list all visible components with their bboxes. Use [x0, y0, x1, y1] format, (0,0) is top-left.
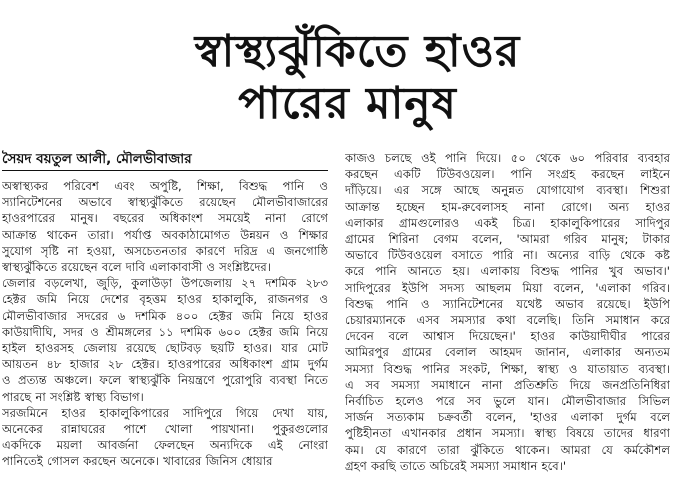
article-line: চেয়ারম্যানকে এসব সমস্যার কথা বলেছি। তিনি সমাধান করে [345, 313, 670, 328]
article-line: আয়তন ৪৮ হাজার ২৮ হেক্টর। হাওরপারের অধিকাংশ গ্রাম দুর্গম [2, 357, 328, 372]
article-line: আক্রান্ত থাকেন তারা। পর্যাপ্ত অবকাঠামোগত উন্নয়ন ও শিক্ষার [2, 227, 328, 242]
article-line: করে পানি আনতে হয়। এলাকায় বিশুদ্ধ পানির খুব অভাব।' [345, 264, 670, 279]
headline-line-1: স্বাস্থ্যঝুঁকিতে হাওর [194, 26, 521, 77]
article-line: নির্বাচিত হলেও পরে সব ভুলে যান। মৌলভীবাজার সিভিল [345, 394, 670, 409]
article-line: পুষ্টিহীনতা এখানকার প্রধান সমস্যা। স্বাস্থ্য বিষয়ে তাদের ধারণা [345, 426, 670, 441]
article-line: এ সব সমস্যা সমাধানে নানা প্রতিশ্রুতি দিয়ে জনপ্রতিনিধিরা [345, 377, 670, 392]
article-line: সমস্যা বিশুদ্ধ পানির সংকট, শিক্ষা, স্বাস্থ্য ও যাতায়াত ব্যবস্থা। [345, 361, 670, 376]
article-line: এলাকার গ্রামগুলোরও একই চিত্র। হাকালুকিপারের সাদিপুর [345, 215, 670, 230]
article-line: কম। যে কারণে তারা ঝুঁকিতে থাকেন। আমরা যে কর্মকৌশল [345, 442, 670, 457]
article-line: একদিকে ময়লা আবর্জনা ফেলছেন অন্যদিকে এই নোংরা [2, 438, 328, 453]
article-line: হাওরপারের মানুষ। বছরের অধিকাংশ সময়েই নানা রোগে [2, 211, 328, 226]
article-line: সরজমিনে হাওর হাকালুকিপারের সাদিপুরে গিয়ে দেখা যায়, [2, 405, 328, 420]
article-line: আক্রান্ত হচ্ছেন হাম-রুবেলাসহ নানা রোগে। অন্য হাওর [345, 199, 670, 214]
article-line: গ্রামের শিরিনা বেগম বলেন, 'আমরা গরিব মানুষ; টাকার [345, 232, 670, 247]
article-line: সুযোগ সৃষ্টি না হওয়া, অসচেতনতার কারণে দরিদ্র এ জনগোষ্ঠি [2, 243, 328, 258]
article-line: করছেন একটি টিউবওয়েল। পানি সংগ্রহ করছেন লাইনে [345, 167, 670, 182]
article-line: কাউয়াদীঘি, সদর ও শ্রীমঙ্গলের ১১ দশমিক ৬০০ হেক্টর জমি নিয়ে [2, 324, 328, 339]
article-line: হাইল হাওরসহ জেলায় রয়েছে ছোটবড় ছয়টি হাওর। যার মোট [2, 341, 328, 356]
article-line: দেবেন বলে আশ্বাস দিয়েছেন।' হাওর কাউয়াদীঘীর পারের [345, 329, 670, 344]
byline: সৈয়দ বয়তুল আলী, মৌলভীবাজার [2, 151, 192, 167]
article-line: মৌলভীবাজার সদরের ৬ দশমিক ৪০০ হেক্টর জমি নিয়ে হাওর [2, 308, 328, 323]
article-line: দাঁড়িয়ে। এর সঙ্গে আছে অনুন্নত যোগাযোগ ব্যবস্থা। শিশুরা [345, 183, 670, 198]
byline-divider [2, 170, 328, 171]
article-line: অনেকের রান্নাঘরের পাশে খোলা পায়খানা। পুকুরগুলোর [2, 422, 328, 437]
article-line: স্যানিটেশনের অভাবে স্বাস্থ্যঝুঁকিতে রয়েছেন মৌলভীবাজারের [2, 195, 328, 210]
article-column-right [345, 150, 670, 474]
article-line: আমিরপুর গ্রামের বেলাল আহমদ জানান, এলাকার অন্যতম [345, 345, 670, 360]
article-line: বিশুদ্ধ পানি ও স্যানিটেশনের যথেষ্ট অভাব রয়েছে। ইউপি [345, 296, 670, 311]
article-line: সার্জন সত্যকাম চক্রবর্তী বলেন, 'হাওর এলাকা দুর্গম বলে [345, 410, 670, 425]
article-line: সাদিপুরের ইউপি সদস্য আছলম মিয়া বলেন, 'এলাকা গরিব। [345, 280, 670, 295]
article-line: গ্রহণ করছি তাতে অচিরেই সমস্যা সমাধান হবে।' [345, 458, 567, 473]
article-line: ও প্রত্যন্ত অঞ্চলে। ফলে স্বাস্থ্যঝুঁকি নিয়ন্ত্রণে পুরোপুরি ব্যবস্থা নিতে [2, 373, 328, 388]
article-line: অস্বাস্থ্যকর পরিবেশ এবং অপুষ্টি, শিক্ষা, বিশুদ্ধ পানি ও [2, 179, 328, 193]
article-line: জেলার বড়লেখা, জুড়ি, কুলাউড়া উপজেলায় ২৭ দশমিক ২৮৩ [2, 276, 328, 291]
article-column-left [2, 178, 328, 470]
article-line: স্বাস্থ্যঝুঁকিতে রয়েছেন বলে দাবি এলাকাবাসী ও সংশ্লিষ্টদের। [2, 260, 271, 275]
article-line: পানিতেই গোসল করছেন অনেকে। খাবারের জিনিস ধোয়ার [2, 454, 273, 469]
article-line: হেক্টর জমি নিয়ে দেশের বৃহত্তম হাওর হাকালুকি, রাজনগর ও [2, 292, 328, 307]
article-line: কাজও চলছে ওই পানি দিয়ে। ৫০ থেকে ৬০ পরিবার ব্যবহার [345, 151, 670, 165]
article-line: পারছে না সংশ্লিষ্ট স্বাস্থ্য বিভাগ। [2, 389, 144, 404]
headline-line-2: পারের মানুষ [238, 78, 457, 129]
article-line: অভাবে টিউবওয়েল বসাতে পারি না। অন্যের বাড়ি থেকে কষ্ট [345, 248, 670, 263]
